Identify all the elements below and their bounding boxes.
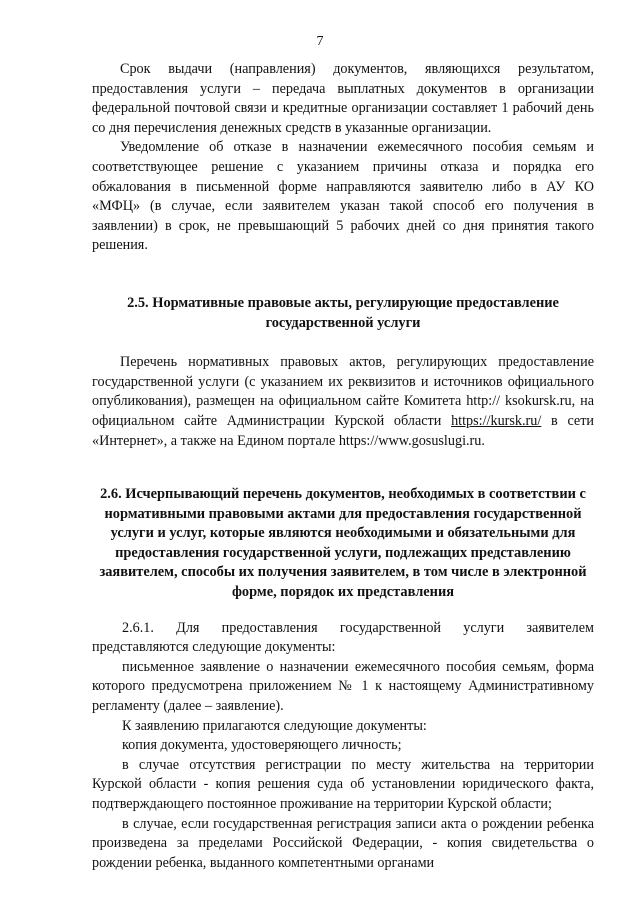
legal-acts-text-start: Перечень нормативных правовых актов, регулирующих предоставление государственной услуги (с указанием их реквизитов и источников официального опубликования), размещен на официальном сайте Комитета http:// ksokursk.ru, на официальном сайте Администрации Курской области xyxy=(92,354,594,429)
kursk-site-link[interactable]: https://kursk.ru/ xyxy=(451,412,542,429)
paragraph-foreign-birth: в случае, если государственная регистрация записи акта о рождении ребенка произведена за пределами Российской Федерации, - копия свидетельства о рождении ребенка, выданного компетентными органами xyxy=(92,815,594,871)
paragraph-attachments: К заявлению прилагаются следующие документы: xyxy=(122,717,427,734)
paragraph-issue-term: Срок выдачи (направления) документов, являющихся результатом, предоставления услуги – передача выплатных документов в организации федеральной почтовой связи и кредитные организации составляет 1 рабочий день со дня перечисления денежных средств в указанные организации. xyxy=(92,61,594,136)
paragraph-application: письменное заявление о назначении ежемесячного пособия семьям, форма которого предусмотрена приложением № 1 к настоящему Административному регламенту (далее – заявление). xyxy=(92,658,594,715)
legal-acts-text-end: в сети «Интернет», а также на Едином портале https://www.gosuslugi.ru. xyxy=(92,412,595,449)
paragraph-refusal-notice: Уведомление об отказе в назначении ежемесячного пособия семьям и соответствующее решение с указанием причины отказа и порядка его обжалования в письменной форме направляются заявителю либо в АУ КО «МФЦ» (в случае, если заявителем указан такой способ его получения в заявлении) в срок, не превышающий 5 рабочих дней со дня принятия такого решения. xyxy=(92,139,594,254)
section-heading-2-6: 2.6. Исчерпывающий перечень документов, необходимых в соответствии с нормативными правовыми актами для предоставления государственной услуги и услуг, которые являются необходимыми и обязательными для предоставления государственной услуги, подлежащих представлению заявителем, способы их получения заявителем, в том числе в электронной форме, порядок их представления xyxy=(99,486,587,601)
page-number: 7 xyxy=(316,34,324,49)
paragraph-id-copy: копия документа, удостоверяющего личность; xyxy=(122,737,402,754)
paragraph-legal-acts xyxy=(92,353,594,451)
paragraph-no-registration: в случае отсутствия регистрации по месту жительства на территории Курской области - копия решения суда об установлении юридического факта, подтверждающего постоянное проживание на территории Курской области; xyxy=(92,756,594,812)
section-heading-2-5: 2.5. Нормативные правовые акты, регулирующие предоставление государственной услуги xyxy=(127,294,559,331)
paragraph-2-6-1: 2.6.1. Для предоставления государственной услуги заявителем представляются следующие документы: xyxy=(92,619,594,656)
document-body xyxy=(92,60,594,873)
